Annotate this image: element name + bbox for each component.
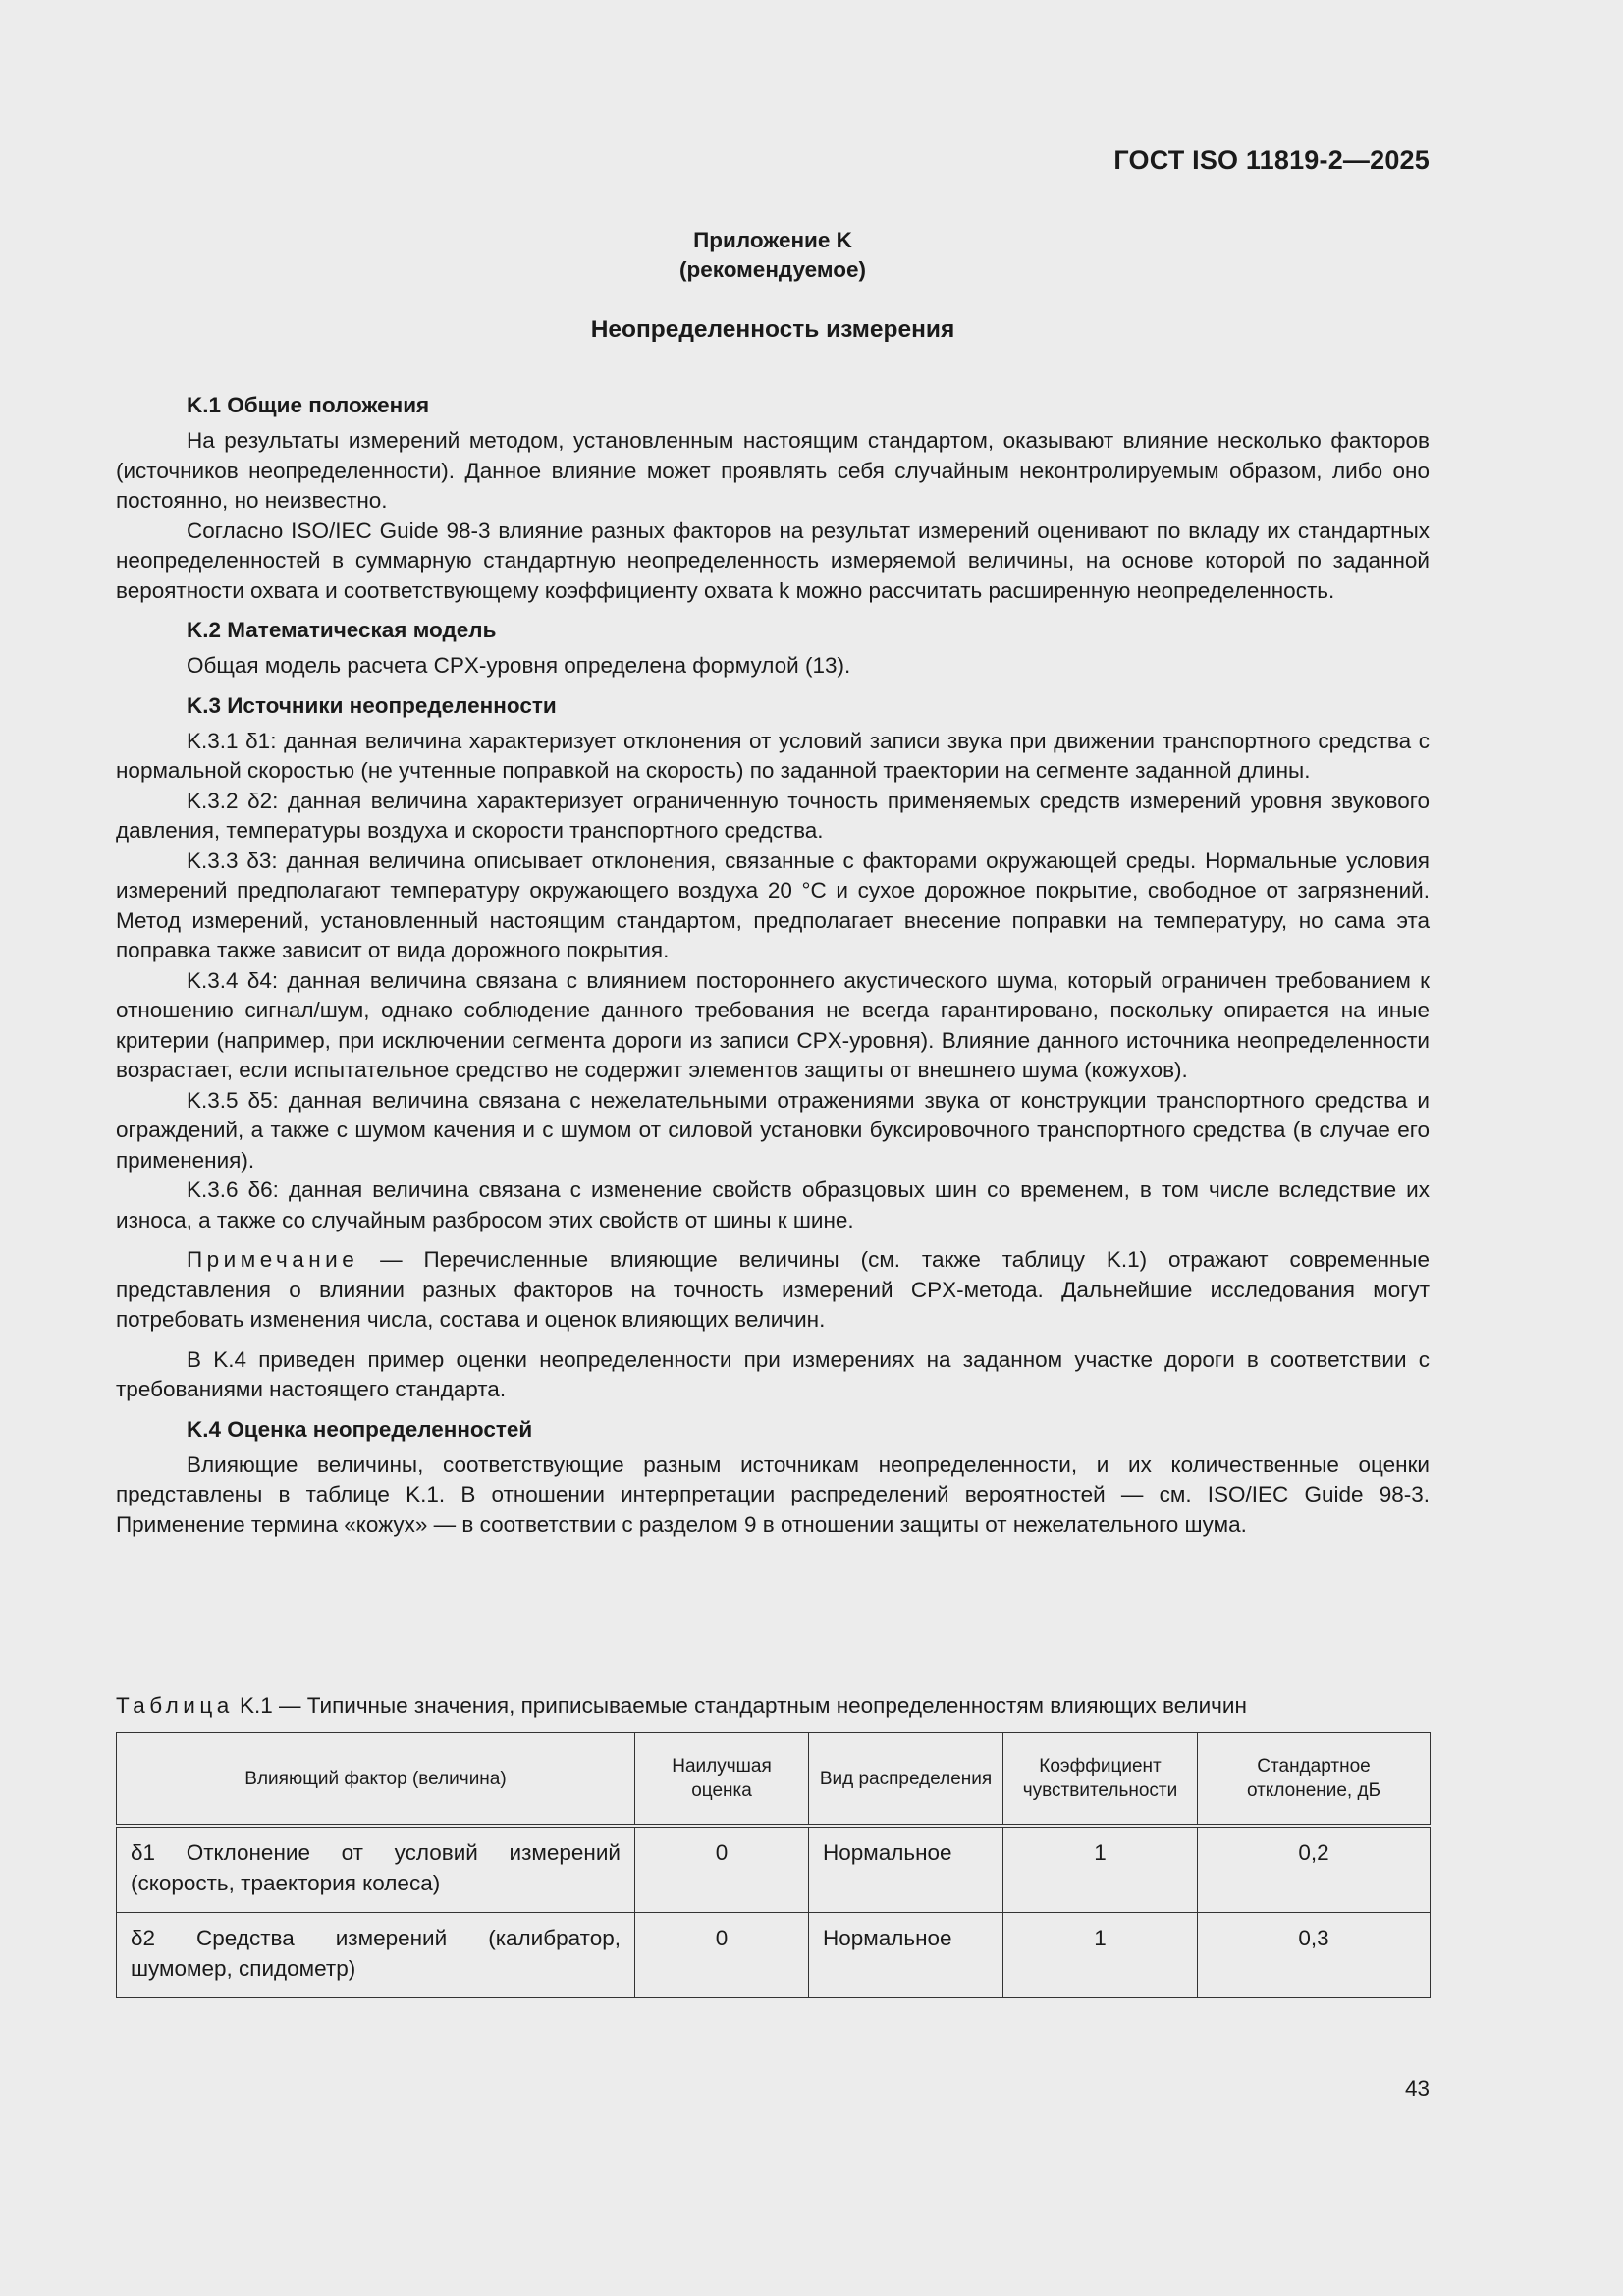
section-heading-k3: K.3 Источники неопределенности bbox=[187, 692, 557, 718]
table-cell: 0 bbox=[635, 1826, 809, 1913]
section-heading-k1: K.1 Общие положения bbox=[187, 393, 430, 417]
document-body bbox=[116, 391, 1430, 1540]
table-row bbox=[117, 1913, 1431, 1998]
clause-k3-3: K.3.3 δ3: данная величина описывает отклонения, связанные с факторами окружающей среды. Нормальные условия измерений предполагают температуру окружающего воздуха 20 °C и сухое дорожное покрытие, свободное от загрязнений. Метод измерений, установленный настоящим стандартом, предполагает внесение поправки на температуру, но сама эта поправка также зависит от вида дорожного покрытия. bbox=[116, 847, 1430, 962]
appendix-title: Неопределенность измерения bbox=[590, 316, 955, 343]
table-caption-text: K.1 — Типичные значения, приписываемые стандартным неопределенностям влияющих величин bbox=[233, 1693, 1247, 1718]
clause-k3-4: K.3.4 δ4: данная величина связана с влиянием постороннего акустического шума, который ограничен требованием к отношению сигнал/шум, однако соблюдение данного требования не всегда гарантировано, поскольку опирается на иные критерии (например, при исключении сегмента дороги из записи CPX-уровня). Влияние данного источника неопределенности возрастает, если испытательное средство не содержит элементов защиты от внешнего шума (кожухов). bbox=[116, 967, 1430, 1082]
table-header-row bbox=[117, 1733, 1431, 1827]
table-cell: 0 bbox=[635, 1913, 809, 1998]
paragraph: Общая модель расчета CPX-уровня определена формулой (13). bbox=[187, 653, 851, 678]
column-header: Коэффициент чувствительности bbox=[1003, 1733, 1198, 1827]
clause-k3-6: K.3.6 δ6: данная величина связана с изменение свойств образцовых шин со временем, в том числе вследствие их износа, а также со случайным разбросом этих свойств от шины к шине. bbox=[116, 1177, 1430, 1232]
table-caption-label: Таблица bbox=[116, 1693, 234, 1718]
paragraph: В K.4 приведен пример оценки неопределенности при измерениях на заданном участке дороги в соответствии с требованиями настоящего стандарта. bbox=[116, 1346, 1430, 1401]
table-caption bbox=[116, 1691, 1247, 1721]
clause-k3-2: K.3.2 δ2: данная величина характеризует ограниченную точность применяемых средств измерений уровня звукового давления, температуры воздуха и скорости транспортного средства. bbox=[116, 788, 1430, 843]
table-cell: Нормальное bbox=[809, 1913, 1003, 1998]
clause-k3-1: K.3.1 δ1: данная величина характеризует отклонения от условий записи звука при движении транспортного средства с нормальной скоростью (не учтенные поправкой на скорость) по заданной траектории на сегменте заданной длины. bbox=[116, 728, 1430, 783]
appendix-label: Приложение K bbox=[693, 228, 852, 252]
page-number: 43 bbox=[1404, 2076, 1430, 2101]
column-header: Вид распределения bbox=[809, 1733, 1003, 1827]
appendix-status: (рекомендуемое) bbox=[679, 257, 866, 282]
note-text: — Перечисленные влияющие величины (см. также таблицу K.1) отражают современные представления о влиянии разных факторов на точность измерений CPX-метода. Дальнейшие исследования могут потребовать изменения числа, состава и оценок влияющих величин. bbox=[116, 1247, 1430, 1332]
uncertainty-table bbox=[116, 1732, 1431, 1998]
section-heading-k2: K.2 Математическая модель bbox=[187, 618, 497, 642]
appendix-heading bbox=[116, 226, 1430, 285]
paragraph: Влияющие величины, соответствующие разным источникам неопределенности, и их количественные оценки представлены в таблице K.1. В отношении интерпретации распределений вероятностей — см. ISO/IEC Guide 98-3. Применение термина «кожух» — в соответствии с разделом 9 в отношении защиты от нежелательного шума. bbox=[116, 1451, 1430, 1537]
table-cell: δ1 Отклонение от условий измерений (скорость, траектория колеса) bbox=[117, 1826, 635, 1913]
paragraph: На результаты измерений методом, установленным настоящим стандартом, оказывают влияние несколько факторов (источников неопределенности). Данное влияние может проявлять себя случайным неконтролируемым образом, либо оно постоянно, но неизвестно. bbox=[116, 428, 1430, 513]
column-header: Влияющий фактор (величина) bbox=[117, 1733, 635, 1827]
document-page bbox=[116, 0, 1430, 2296]
table-cell: Нормальное bbox=[809, 1826, 1003, 1913]
table-cell: 0,3 bbox=[1198, 1913, 1431, 1998]
table-cell: 1 bbox=[1003, 1826, 1198, 1913]
column-header: Наилучшая оценка bbox=[635, 1733, 809, 1827]
column-header: Стандартное отклонение, дБ bbox=[1198, 1733, 1431, 1827]
section-heading-k4: K.4 Оценка неопределенностей bbox=[187, 1416, 533, 1442]
table-row bbox=[117, 1826, 1431, 1913]
note bbox=[116, 1245, 1430, 1336]
table-cell: 0,2 bbox=[1198, 1826, 1431, 1913]
table-cell: 1 bbox=[1003, 1913, 1198, 1998]
paragraph: Согласно ISO/IEC Guide 98-3 влияние разных факторов на результат измерений оценивают по вкладу их стандартных неопределенностей в суммарную стандартную неопределенность измеряемой величины, на основе которой по заданной вероятности охвата и соответствующему коэффициенту охвата k можно рассчитать расширенную неопределенность. bbox=[116, 518, 1430, 603]
table-cell: δ2 Средства измерений (калибратор, шумомер, спидометр) bbox=[117, 1913, 635, 1998]
clause-k3-5: K.3.5 δ5: данная величина связана с нежелательными отражениями звука от конструкции транспортного средства и ограждений, а также с шумом качения и с шумом от силовой установки буксировочного транспортного средства (в случае его применения). bbox=[116, 1087, 1430, 1173]
document-code: ГОСТ ISO 11819-2—2025 bbox=[1113, 145, 1430, 175]
note-label: Примечание bbox=[187, 1247, 359, 1272]
